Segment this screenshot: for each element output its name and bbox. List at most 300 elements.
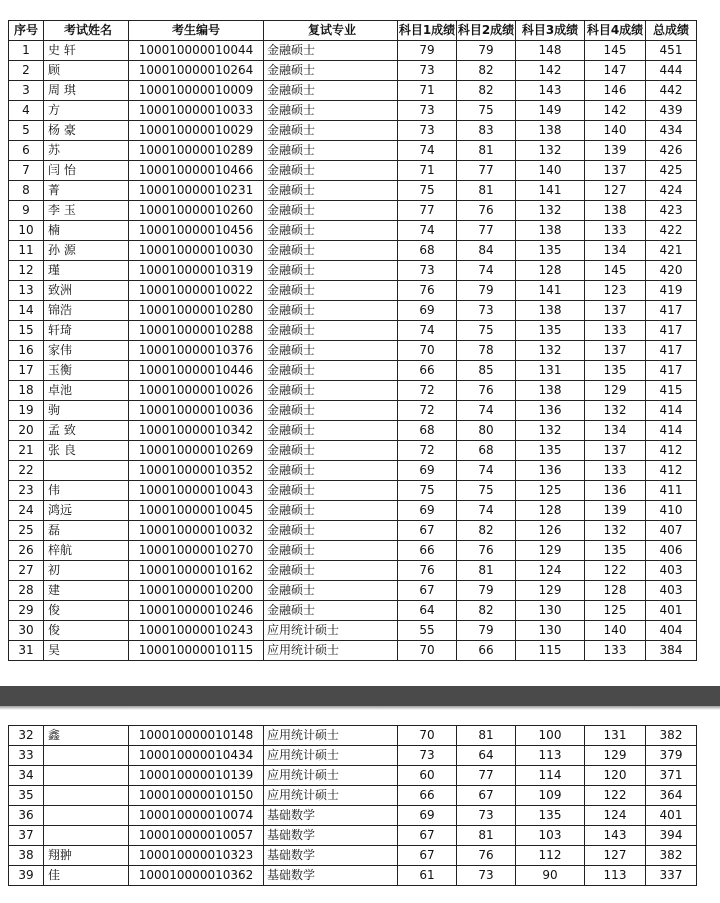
cell-subject4: 127 [585,846,646,866]
cell-major: 金融硕士 [264,501,398,521]
cell-total: 410 [646,501,697,521]
cell-total: 382 [646,726,697,746]
table-row [9,281,697,301]
cell-major: 金融硕士 [264,221,398,241]
cell-subject1: 73 [398,121,457,141]
table-row [9,161,697,181]
cell-subject4: 137 [585,301,646,321]
header-subject2: 科目2成绩 [457,21,516,41]
cell-subject4: 139 [585,501,646,521]
table-row [9,361,697,381]
cell-name: 俊 [44,601,129,621]
cell-exam-id: 100010000010032 [129,521,264,541]
cell-subject4: 132 [585,401,646,421]
cell-name: 杨 豪 [44,121,129,141]
table-row [9,441,697,461]
cell-name: 李 玉 [44,201,129,221]
cell-subject3: 136 [516,461,585,481]
cell-exam-id: 100010000010270 [129,541,264,561]
cell-subject1: 75 [398,181,457,201]
cell-seq: 6 [9,141,44,161]
cell-subject2: 64 [457,746,516,766]
table-row [9,501,697,521]
cell-subject4: 123 [585,281,646,301]
cell-subject2: 84 [457,241,516,261]
cell-exam-id: 100010000010200 [129,581,264,601]
cell-major: 金融硕士 [264,201,398,221]
cell-subject4: 122 [585,561,646,581]
cell-subject3: 135 [516,241,585,261]
cell-seq: 14 [9,301,44,321]
header-exam-id: 考生编号 [129,21,264,41]
table-row [9,806,697,826]
cell-subject2: 74 [457,261,516,281]
cell-subject2: 79 [457,41,516,61]
cell-subject2: 82 [457,601,516,621]
cell-subject3: 135 [516,441,585,461]
table-row [9,261,697,281]
cell-subject1: 71 [398,81,457,101]
cell-major: 金融硕士 [264,301,398,321]
header-name: 考试姓名 [44,21,129,41]
cell-total: 401 [646,601,697,621]
cell-subject4: 133 [585,221,646,241]
table-body-top [9,41,697,661]
cell-exam-id: 100010000010022 [129,281,264,301]
table-row [9,866,697,886]
table-row [9,81,697,101]
cell-subject4: 133 [585,461,646,481]
cell-subject1: 68 [398,421,457,441]
cell-seq: 39 [9,866,44,886]
cell-name [44,786,129,806]
cell-exam-id: 100010000010362 [129,866,264,886]
cell-major: 金融硕士 [264,441,398,461]
cell-subject1: 75 [398,481,457,501]
cell-subject2: 74 [457,461,516,481]
table-row [9,786,697,806]
cell-seq: 10 [9,221,44,241]
cell-seq: 32 [9,726,44,746]
cell-subject2: 76 [457,381,516,401]
cell-subject2: 81 [457,726,516,746]
table-row [9,141,697,161]
cell-major: 金融硕士 [264,161,398,181]
cell-total: 417 [646,361,697,381]
cell-subject1: 68 [398,241,457,261]
table-row [9,101,697,121]
cell-subject2: 82 [457,521,516,541]
cell-major: 金融硕士 [264,181,398,201]
cell-major: 应用统计硕士 [264,786,398,806]
cell-total: 406 [646,541,697,561]
cell-subject3: 149 [516,101,585,121]
cell-major: 金融硕士 [264,61,398,81]
cell-total: 414 [646,401,697,421]
cell-exam-id: 100010000010057 [129,826,264,846]
cell-major: 应用统计硕士 [264,746,398,766]
cell-total: 419 [646,281,697,301]
cell-subject1: 66 [398,361,457,381]
cell-major: 金融硕士 [264,101,398,121]
cell-exam-id: 100010000010466 [129,161,264,181]
cell-exam-id: 100010000010036 [129,401,264,421]
cell-name: 昊 [44,641,129,661]
cell-name: 俊 [44,621,129,641]
cell-name: 孙 源 [44,241,129,261]
cell-seq: 31 [9,641,44,661]
cell-subject3: 132 [516,141,585,161]
cell-name: 磊 [44,521,129,541]
cell-subject2: 73 [457,301,516,321]
cell-major: 应用统计硕士 [264,726,398,746]
cell-seq: 37 [9,826,44,846]
cell-subject3: 125 [516,481,585,501]
cell-seq: 18 [9,381,44,401]
cell-name: 菁 [44,181,129,201]
cell-name: 顾 [44,61,129,81]
cell-subject2: 79 [457,621,516,641]
cell-major: 金融硕士 [264,521,398,541]
cell-major: 应用统计硕士 [264,641,398,661]
cell-exam-id: 100010000010289 [129,141,264,161]
cell-major: 金融硕士 [264,121,398,141]
cell-subject2: 85 [457,361,516,381]
cell-seq: 16 [9,341,44,361]
cell-seq: 38 [9,846,44,866]
cell-subject1: 67 [398,521,457,541]
table-row [9,521,697,541]
cell-major: 金融硕士 [264,581,398,601]
cell-subject3: 109 [516,786,585,806]
cell-subject4: 129 [585,746,646,766]
cell-name [44,806,129,826]
header-subject4: 科目4成绩 [585,21,646,41]
cell-name: 锦浩 [44,301,129,321]
cell-subject4: 143 [585,826,646,846]
cell-subject2: 79 [457,281,516,301]
cell-major: 应用统计硕士 [264,621,398,641]
cell-name: 瑾 [44,261,129,281]
cell-subject3: 138 [516,381,585,401]
cell-total: 426 [646,141,697,161]
cell-total: 420 [646,261,697,281]
cell-subject3: 132 [516,421,585,441]
cell-subject3: 126 [516,521,585,541]
cell-subject3: 138 [516,221,585,241]
cell-exam-id: 100010000010030 [129,241,264,261]
table-header-row [9,21,697,41]
cell-subject4: 146 [585,81,646,101]
cell-seq: 24 [9,501,44,521]
table-row [9,321,697,341]
cell-exam-id: 100010000010009 [129,81,264,101]
cell-total: 371 [646,766,697,786]
cell-exam-id: 100010000010243 [129,621,264,641]
cell-exam-id: 100010000010026 [129,381,264,401]
cell-total: 439 [646,101,697,121]
cell-subject4: 125 [585,601,646,621]
cell-seq: 19 [9,401,44,421]
cell-name [44,461,129,481]
cell-exam-id: 100010000010288 [129,321,264,341]
cell-subject2: 81 [457,826,516,846]
cell-subject2: 76 [457,201,516,221]
header-major: 复试专业 [264,21,398,41]
table-row [9,341,697,361]
cell-total: 417 [646,301,697,321]
cell-total: 425 [646,161,697,181]
cell-subject1: 69 [398,806,457,826]
cell-major: 金融硕士 [264,321,398,341]
cell-subject3: 130 [516,621,585,641]
cell-exam-id: 100010000010434 [129,746,264,766]
cell-subject3: 131 [516,361,585,381]
cell-total: 444 [646,61,697,81]
cell-subject2: 75 [457,481,516,501]
cell-subject4: 128 [585,581,646,601]
cell-subject3: 129 [516,541,585,561]
cell-subject1: 70 [398,641,457,661]
cell-major: 金融硕士 [264,541,398,561]
cell-subject1: 69 [398,301,457,321]
cell-subject1: 69 [398,501,457,521]
cell-subject4: 124 [585,806,646,826]
cell-seq: 28 [9,581,44,601]
cell-total: 394 [646,826,697,846]
cell-subject2: 77 [457,161,516,181]
cell-name: 伟 [44,481,129,501]
table-row [9,601,697,621]
cell-subject4: 139 [585,141,646,161]
cell-major: 金融硕士 [264,341,398,361]
cell-subject1: 70 [398,341,457,361]
cell-subject3: 132 [516,341,585,361]
cell-subject2: 77 [457,766,516,786]
cell-subject3: 114 [516,766,585,786]
table-row [9,461,697,481]
cell-subject2: 76 [457,541,516,561]
cell-major: 基础数学 [264,806,398,826]
cell-name: 玉衡 [44,361,129,381]
cell-exam-id: 100010000010045 [129,501,264,521]
cell-subject1: 67 [398,581,457,601]
cell-exam-id: 100010000010319 [129,261,264,281]
cell-subject4: 122 [585,786,646,806]
cell-major: 金融硕士 [264,401,398,421]
cell-subject4: 145 [585,261,646,281]
cell-major: 金融硕士 [264,421,398,441]
cell-subject1: 66 [398,786,457,806]
cell-exam-id: 100010000010231 [129,181,264,201]
cell-subject2: 80 [457,421,516,441]
cell-subject4: 134 [585,421,646,441]
cell-name: 闫 怡 [44,161,129,181]
cell-subject4: 133 [585,641,646,661]
cell-exam-id: 100010000010280 [129,301,264,321]
cell-subject3: 103 [516,826,585,846]
cell-name [44,746,129,766]
cell-subject3: 124 [516,561,585,581]
cell-subject1: 71 [398,161,457,181]
cell-subject1: 74 [398,221,457,241]
cell-exam-id: 100010000010352 [129,461,264,481]
table-row [9,481,697,501]
cell-subject3: 113 [516,746,585,766]
cell-subject3: 115 [516,641,585,661]
cell-subject3: 136 [516,401,585,421]
cell-total: 384 [646,641,697,661]
cell-seq: 29 [9,601,44,621]
cell-name: 鑫 [44,726,129,746]
score-table-top [8,20,697,661]
cell-subject1: 74 [398,141,457,161]
cell-subject4: 140 [585,621,646,641]
cell-major: 金融硕士 [264,381,398,401]
cell-name: 苏 [44,141,129,161]
cell-major: 金融硕士 [264,361,398,381]
cell-exam-id: 100010000010029 [129,121,264,141]
cell-subject4: 127 [585,181,646,201]
table-row [9,766,697,786]
cell-subject1: 66 [398,541,457,561]
cell-seq: 26 [9,541,44,561]
table-row [9,826,697,846]
cell-subject1: 55 [398,621,457,641]
cell-total: 403 [646,561,697,581]
table-row [9,846,697,866]
cell-exam-id: 100010000010033 [129,101,264,121]
cell-seq: 1 [9,41,44,61]
cell-name [44,766,129,786]
cell-subject1: 76 [398,281,457,301]
cell-seq: 5 [9,121,44,141]
cell-seq: 20 [9,421,44,441]
cell-subject4: 137 [585,441,646,461]
cell-name: 翔翀 [44,846,129,866]
cell-name: 卓池 [44,381,129,401]
cell-subject3: 135 [516,806,585,826]
cell-exam-id: 100010000010115 [129,641,264,661]
cell-exam-id: 100010000010246 [129,601,264,621]
cell-major: 金融硕士 [264,261,398,281]
cell-total: 417 [646,321,697,341]
cell-seq: 34 [9,766,44,786]
header-subject1: 科目1成绩 [398,21,457,41]
table-row [9,121,697,141]
cell-major: 金融硕士 [264,281,398,301]
cell-major: 金融硕士 [264,81,398,101]
cell-subject1: 79 [398,41,457,61]
cell-total: 417 [646,341,697,361]
cell-seq: 9 [9,201,44,221]
cell-exam-id: 100010000010260 [129,201,264,221]
cell-subject4: 134 [585,241,646,261]
cell-subject3: 141 [516,281,585,301]
header-total: 总成绩 [646,21,697,41]
cell-exam-id: 100010000010044 [129,41,264,61]
cell-subject1: 73 [398,61,457,81]
cell-total: 412 [646,461,697,481]
cell-subject4: 135 [585,361,646,381]
cell-name: 方 [44,101,129,121]
cell-seq: 11 [9,241,44,261]
cell-name: 家伟 [44,341,129,361]
cell-seq: 33 [9,746,44,766]
cell-total: 424 [646,181,697,201]
cell-subject1: 73 [398,261,457,281]
cell-seq: 27 [9,561,44,581]
cell-subject3: 112 [516,846,585,866]
cell-major: 基础数学 [264,846,398,866]
cell-seq: 4 [9,101,44,121]
cell-subject1: 61 [398,866,457,886]
cell-subject4: 131 [585,726,646,746]
page-break-band [0,686,720,706]
cell-major: 金融硕士 [264,481,398,501]
cell-major: 金融硕士 [264,561,398,581]
cell-subject3: 143 [516,81,585,101]
cell-seq: 2 [9,61,44,81]
cell-seq: 21 [9,441,44,461]
cell-exam-id: 100010000010446 [129,361,264,381]
cell-name: 轩琦 [44,321,129,341]
cell-subject2: 81 [457,181,516,201]
cell-major: 基础数学 [264,826,398,846]
cell-total: 404 [646,621,697,641]
table-row [9,421,697,441]
cell-subject3: 128 [516,501,585,521]
table-row [9,241,697,261]
cell-exam-id: 100010000010456 [129,221,264,241]
cell-subject1: 76 [398,561,457,581]
table-row [9,726,697,746]
cell-subject2: 73 [457,866,516,886]
cell-subject1: 60 [398,766,457,786]
table-row [9,621,697,641]
table-row [9,561,697,581]
cell-subject1: 74 [398,321,457,341]
cell-subject3: 129 [516,581,585,601]
cell-name [44,826,129,846]
cell-exam-id: 100010000010074 [129,806,264,826]
cell-name: 楠 [44,221,129,241]
cell-seq: 15 [9,321,44,341]
cell-exam-id: 100010000010342 [129,421,264,441]
cell-total: 364 [646,786,697,806]
cell-total: 422 [646,221,697,241]
cell-subject1: 72 [398,441,457,461]
cell-subject2: 66 [457,641,516,661]
cell-seq: 35 [9,786,44,806]
cell-name: 周 琪 [44,81,129,101]
cell-seq: 7 [9,161,44,181]
cell-subject2: 81 [457,141,516,161]
cell-major: 金融硕士 [264,461,398,481]
cell-subject4: 137 [585,341,646,361]
cell-exam-id: 100010000010269 [129,441,264,461]
cell-name: 佳 [44,866,129,886]
cell-subject4: 142 [585,101,646,121]
cell-subject2: 83 [457,121,516,141]
cell-subject2: 82 [457,81,516,101]
table-row [9,641,697,661]
cell-subject4: 113 [585,866,646,886]
cell-subject2: 73 [457,806,516,826]
cell-name: 驹 [44,401,129,421]
cell-subject1: 73 [398,746,457,766]
cell-subject1: 77 [398,201,457,221]
